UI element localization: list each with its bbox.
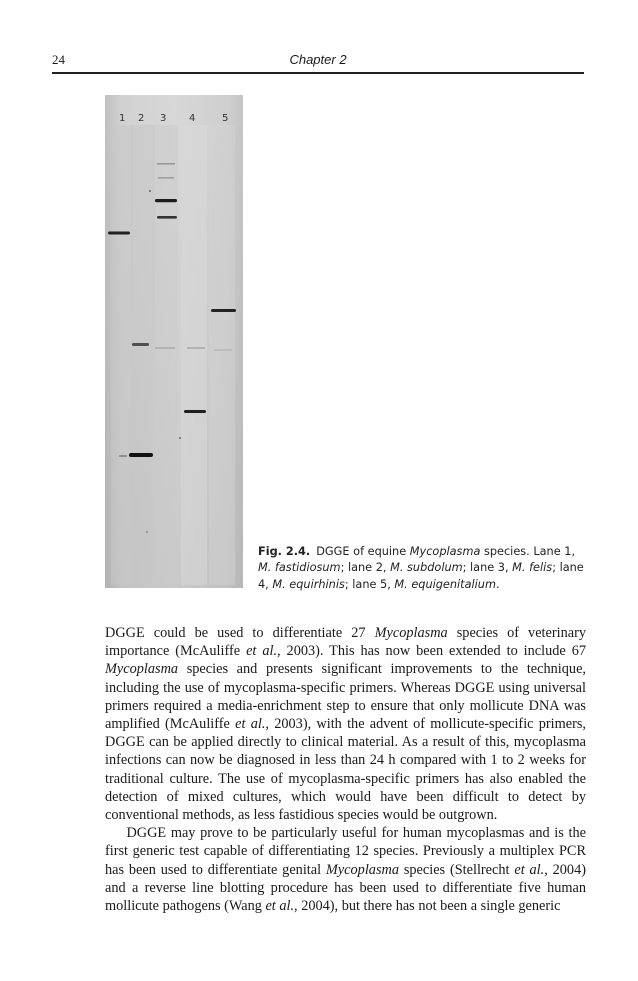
italic-text: Mycoplasma <box>374 625 448 641</box>
italic-text: M. subdolum <box>390 561 463 575</box>
running-head: Chapter 2 <box>289 52 347 67</box>
text-run: , 2004) and a reverse line blotting procedure has been used to differentiate five human mollicute pathogens (Wang <box>105 861 586 915</box>
italic-text: M. equirhinis <box>272 577 345 591</box>
page-number: 24 <box>52 52 65 67</box>
header-rule <box>52 72 584 74</box>
text-run: ; lane 3, <box>462 561 513 575</box>
gel-band <box>155 199 177 202</box>
lane-streak <box>181 125 207 585</box>
lane-streak <box>111 125 133 585</box>
gel-speck <box>149 190 151 192</box>
gel-speck <box>179 437 181 439</box>
text-run: species (Stellrecht <box>398 861 515 878</box>
lane-streak <box>209 125 235 585</box>
italic-text: M. felis <box>512 561 553 575</box>
text-run: DGGE of equine <box>316 545 410 558</box>
lane-label: 5 <box>222 113 229 124</box>
text-run: ; lane 4, <box>258 561 584 591</box>
text-run: ; lane 2, <box>340 561 391 575</box>
page-header <box>52 48 584 74</box>
text-run: species of veterinary importance (McAuliffe <box>105 625 586 660</box>
text-run: , 2003). This has now been extended to include 67 <box>277 643 586 660</box>
gel-band <box>155 347 175 349</box>
text-run: DGGE may prove to be particularly useful for human mycoplasmas and is the first generic test capable of differentiating 12 species. Previously a multiplex PCR has been used to differentiate genital <box>105 825 586 878</box>
gel-band <box>108 232 130 235</box>
gel-band <box>214 349 232 351</box>
body-text <box>105 624 586 915</box>
paragraph <box>105 824 586 915</box>
paragraph <box>105 624 586 824</box>
lane-label: 3 <box>160 113 167 124</box>
italic-text: M. equigenitalium <box>394 577 496 591</box>
gel-band <box>129 453 153 457</box>
gel-band <box>157 216 177 219</box>
gel-band <box>187 347 205 349</box>
gel-band <box>132 343 149 346</box>
text-run: . <box>495 577 500 591</box>
lane-label: 4 <box>189 113 196 124</box>
figure-caption-label: Fig. 2.4. <box>258 545 311 558</box>
gel-band <box>157 163 175 165</box>
italic-text: et al. <box>235 716 266 733</box>
gel-speck <box>146 531 148 533</box>
italic-text: M. fastidiosum <box>258 561 341 575</box>
gel-band <box>119 455 127 457</box>
gel-band <box>184 410 206 413</box>
text-run: DGGE could be used to differentiate 27 <box>105 625 375 641</box>
text-run: , 2004), but there has not been a single generic <box>294 898 561 915</box>
gel-band <box>211 309 236 312</box>
italic-text: Mycoplasma <box>409 545 481 558</box>
text-run: species and presents significant improvements to the technique, including the use of mycoplasma-specific primers. Whereas DGGE using universal primers required a media-enrichment step to ensure that only mollicute DNA was amplified (McAuliffe <box>105 661 586 733</box>
lane-streak <box>152 125 178 585</box>
italic-text: Mycoplasma <box>325 861 399 878</box>
italic-text: et al. <box>514 861 545 878</box>
italic-text: et al. <box>265 898 295 915</box>
text-run: ; lane 5, <box>344 577 395 591</box>
gel-band <box>158 177 174 179</box>
dgge-gel-image <box>105 95 243 588</box>
italic-text: Mycoplasma <box>105 661 179 678</box>
lane-label: 1 <box>119 113 126 124</box>
italic-text: et al. <box>246 643 278 660</box>
lane-streak <box>131 125 155 585</box>
lane-label: 2 <box>138 113 145 124</box>
text-run: , 2003), with the advent of mollicute-specific primers, DGGE can be applied directly to clinical material. As a result of this, mycoplasma infections can now be diagnosed in less than 24 h compared with 1 to 2 weeks for traditional culture. The use of mycoplasma-specific primers has also enabled the detection of mixed cultures, which would have been difficult to detect by conventional methods, as less fastidious species would be outgrown. <box>105 716 587 824</box>
text-run: species. Lane 1, <box>480 545 576 558</box>
figure-caption <box>258 544 588 593</box>
